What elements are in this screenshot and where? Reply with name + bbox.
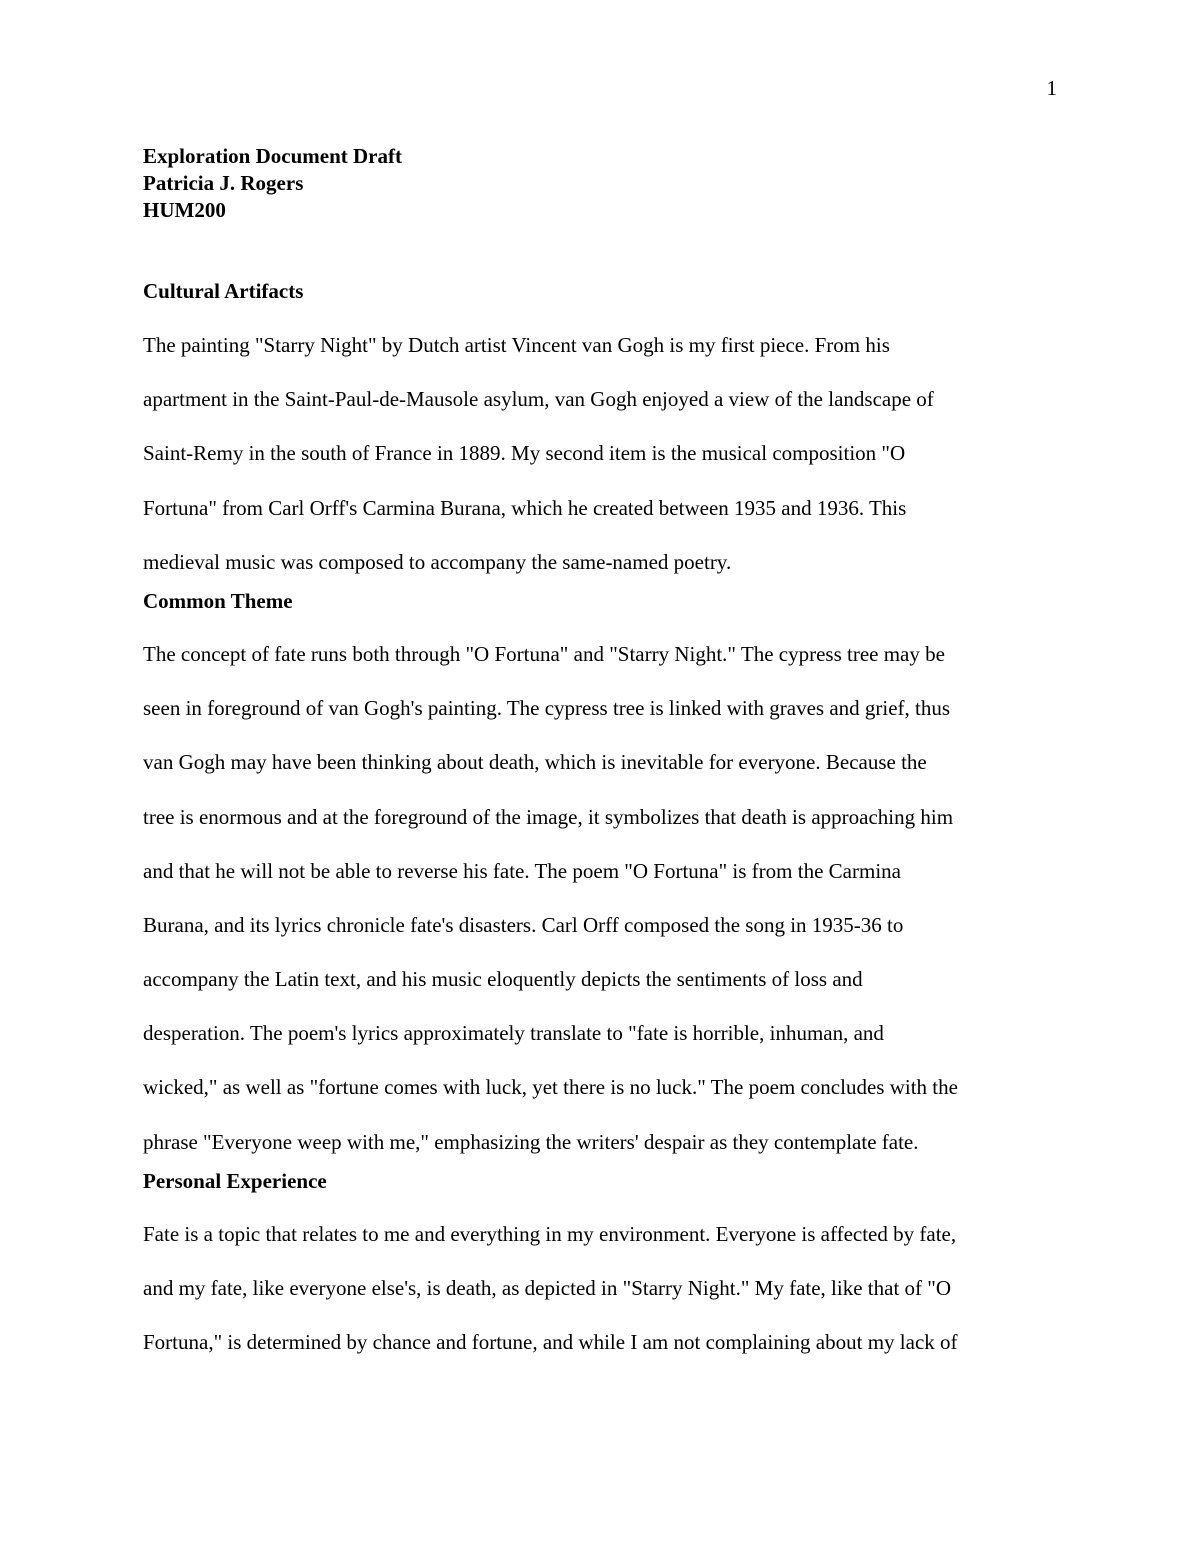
text-line: The concept of fate runs both through "O Fortuna" and "Starry Night." The cypress tree may be [143, 641, 945, 666]
text-line: wicked," as well as "fortune comes with luck, yet there is no luck." The poem concludes with the [143, 1075, 958, 1100]
text-line: Fortuna," is determined by chance and fortune, and while I am not complaining about my lack of [143, 1330, 958, 1355]
section-heading-cultural-artifacts: Cultural Artifacts [143, 279, 304, 303]
page-number: 1 [1046, 76, 1057, 100]
text-line: Burana, and its lyrics chronicle fate's disasters. Carl Orff composed the song in 1935-36 to [143, 912, 904, 937]
text-line: seen in foreground of van Gogh's painting. The cypress tree is linked with graves and grief, thus [143, 696, 951, 721]
text-line: The painting "Starry Night" by Dutch artist Vincent van Gogh is my first piece. From his [143, 333, 890, 357]
text-line: Fate is a topic that relates to me and everything in my environment. Everyone is affected by fate, [143, 1221, 957, 1246]
author-name: Patricia J. Rogers [143, 171, 304, 195]
text-line: medieval music was composed to accompany the same-named poetry. [143, 549, 732, 574]
text-line: van Gogh may have been thinking about death, which is inevitable for everyone. Because the [143, 750, 927, 775]
text-line: and my fate, like everyone else's, is death, as depicted in "Starry Night." My fate, like that of "O [143, 1276, 952, 1300]
section-heading-personal-experience: Personal Experience [143, 1168, 327, 1193]
text-line: Fortuna" from Carl Orff's Carmina Burana, which he created between 1935 and 1936. This [143, 495, 907, 520]
text-line: desperation. The poem's lyrics approximately translate to "fate is horrible, inhuman, and [143, 1021, 884, 1046]
text-line: Saint-Remy in the south of France in 1889. My second item is the musical composition "O [143, 441, 906, 466]
section-body-common-theme [143, 627, 1063, 1169]
text-line: tree is enormous and at the foreground of the image, it symbolizes that death is approaching him [143, 804, 954, 829]
section-body-personal-experience [143, 1207, 1063, 1370]
section-heading-common-theme: Common Theme [143, 588, 293, 613]
course-code: HUM200 [143, 198, 226, 222]
document-body [143, 278, 1063, 1369]
text-line: phrase "Everyone weep with me," emphasizing the writers' despair as they contemplate fate. [143, 1129, 919, 1154]
document-header [143, 143, 1063, 224]
document-title: Exploration Document Draft [143, 144, 402, 168]
section-body-cultural-artifacts [143, 318, 1063, 589]
text-line: accompany the Latin text, and his music eloquently depicts the sentiments of loss and [143, 967, 863, 992]
text-line: and that he will not be able to reverse his fate. The poem "O Fortuna" is from the Carmina [143, 858, 901, 883]
text-line: apartment in the Saint-Paul-de-Mausole asylum, van Gogh enjoyed a view of the landscape of [143, 387, 934, 412]
